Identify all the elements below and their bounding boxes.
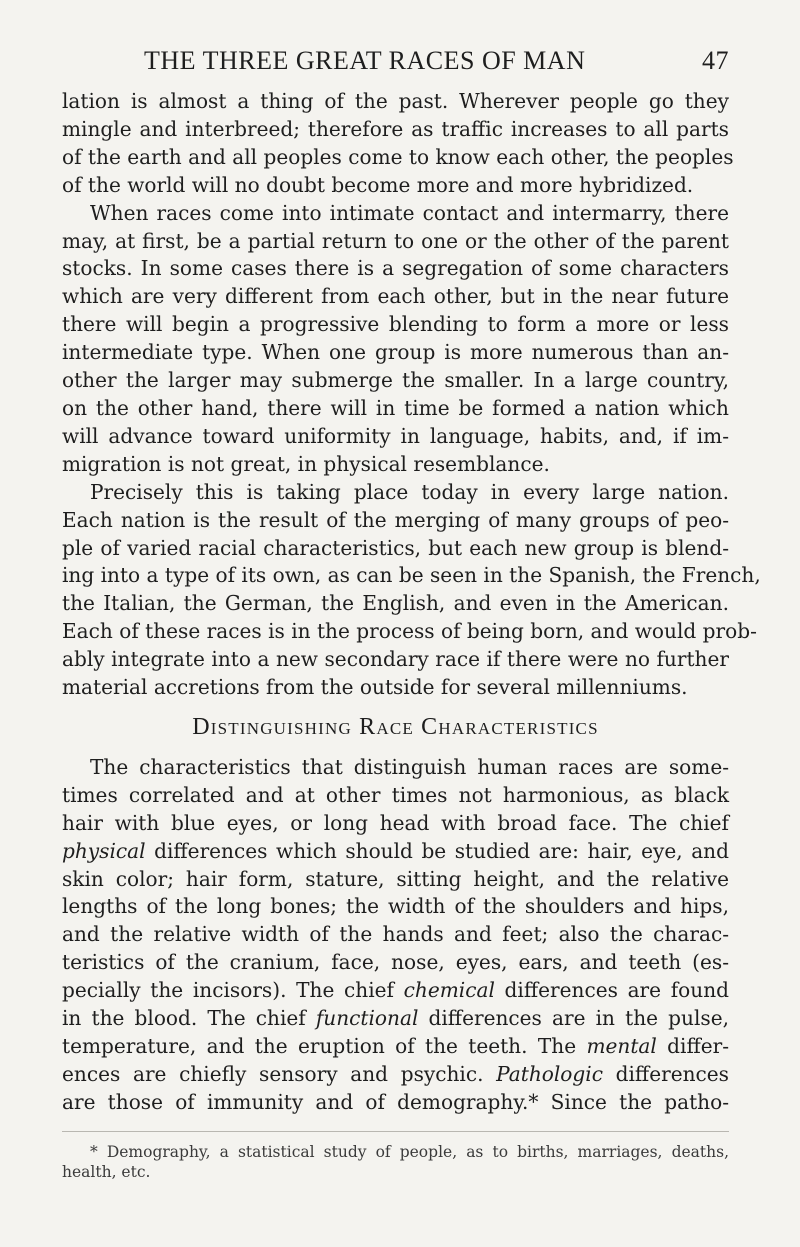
- text-line: there will begin a progressive blending to form a more or less: [62, 312, 729, 337]
- text-line: ple of varied racial characteristics, but each new group is blend-: [62, 535, 729, 560]
- italic-term: mental: [586, 1034, 657, 1058]
- italic-term: physical: [62, 838, 146, 863]
- text-line: lengths of the long bones; the width of the shoulders and hips,: [62, 894, 729, 919]
- text-line: Each nation is the result of the merging of many groups of peo-: [62, 507, 729, 532]
- text-run: differences are in the pulse,: [418, 1006, 729, 1031]
- text-line: mingle and interbreed; therefore as traffic increases to all parts: [62, 116, 729, 141]
- text-line: hair with blue eyes, or long head with broad face. The chief: [62, 810, 729, 835]
- text-run: differences: [602, 1061, 729, 1086]
- text-line: material accretions from the outside for several millenniums.: [62, 675, 688, 700]
- text-run: temperature, and the eruption of the teeth. The: [62, 1034, 587, 1058]
- text-line: [62, 1061, 729, 1089]
- text-line: stocks. In some cases there is a segregation of some characters: [62, 256, 729, 281]
- text-line: migration is not great, in physical resemblance.: [62, 451, 550, 476]
- page-number: 47: [702, 46, 729, 75]
- text-run: in the blood. The chief: [62, 1006, 316, 1031]
- text-line: which are very different from each other, but in the near future: [62, 284, 729, 309]
- text-line: intermediate type. When one group is more numerous than an-: [62, 340, 729, 365]
- text-line: skin color; hair form, stature, sitting height, and the relative: [62, 866, 729, 891]
- text-line: [62, 977, 729, 1005]
- paragraph-2: [62, 200, 729, 479]
- paragraph-1: [62, 88, 734, 200]
- text-line: [62, 1005, 729, 1033]
- italic-term: Pathologic: [496, 1061, 603, 1086]
- text-line: ably integrate into a new secondary race if there were no further: [62, 647, 729, 672]
- text-line: Each of these races is in the process of being born, and would prob-: [62, 619, 757, 644]
- text-line: and the relative width of the hands and feet; also the charac-: [62, 922, 729, 947]
- text-run: differences are found: [494, 978, 729, 1003]
- text-line: ing into a type of its own, as can be seen in the Spanish, the French,: [62, 563, 761, 588]
- book-page: [62, 46, 761, 1182]
- footnote-line: * Demography, a statistical study of people, as to births, marriages, deaths,: [90, 1142, 729, 1161]
- text-line: The characteristics that distinguish human races are some-: [90, 754, 729, 779]
- running-head: [62, 46, 729, 82]
- paragraph-3: [62, 479, 761, 702]
- text-line: When races come into intimate contact and intermarry, there: [90, 200, 729, 225]
- text-line: may, at first, be a partial return to one or the other of the parent: [62, 228, 729, 253]
- text-run: differ-: [656, 1034, 730, 1058]
- text-line: [62, 1033, 729, 1061]
- text-line: teristics of the cranium, face, nose, eyes, ears, and teeth (es-: [62, 950, 729, 975]
- italic-term: chemical: [403, 978, 495, 1003]
- text-line: Precisely this is taking place today in every large nation.: [90, 479, 729, 504]
- paragraph-4: [62, 754, 729, 1117]
- text-run: pecially the incisors). The chief: [62, 978, 404, 1003]
- footnote-divider: [62, 1131, 729, 1132]
- text-line: lation is almost a thing of the past. Wherever people go they: [62, 89, 729, 113]
- text-run: ences are chiefly sensory and psychic.: [62, 1061, 497, 1086]
- running-head-title: THE THREE GREAT RACES OF MAN: [144, 46, 586, 75]
- italic-term: functional: [315, 1006, 419, 1031]
- text-line: are those of immunity and of demography.* Since the patho-: [62, 1089, 729, 1114]
- text-line: the Italian, the German, the English, and even in the American.: [62, 591, 729, 616]
- text-line: of the world will no doubt become more and more hybridized.: [62, 172, 694, 197]
- text-line: of the earth and all peoples come to know each other, the peoples: [62, 144, 734, 169]
- text-line: other the larger may submerge the smaller. In a large country,: [62, 368, 729, 393]
- text-line: will advance toward uniformity in language, habits, and, if im-: [62, 423, 729, 448]
- text-line: on the other hand, there will in time be formed a nation which: [62, 395, 729, 420]
- section-heading: Distinguishing Race Characteristics: [192, 713, 599, 740]
- footnote: [62, 1142, 729, 1182]
- text-run: differences which should be studied are: hair, eye, and: [145, 838, 729, 863]
- text-line: [62, 838, 729, 866]
- footnote-line: health, etc.: [62, 1162, 151, 1181]
- text-line: times correlated and at other times not harmonious, as black: [62, 782, 729, 807]
